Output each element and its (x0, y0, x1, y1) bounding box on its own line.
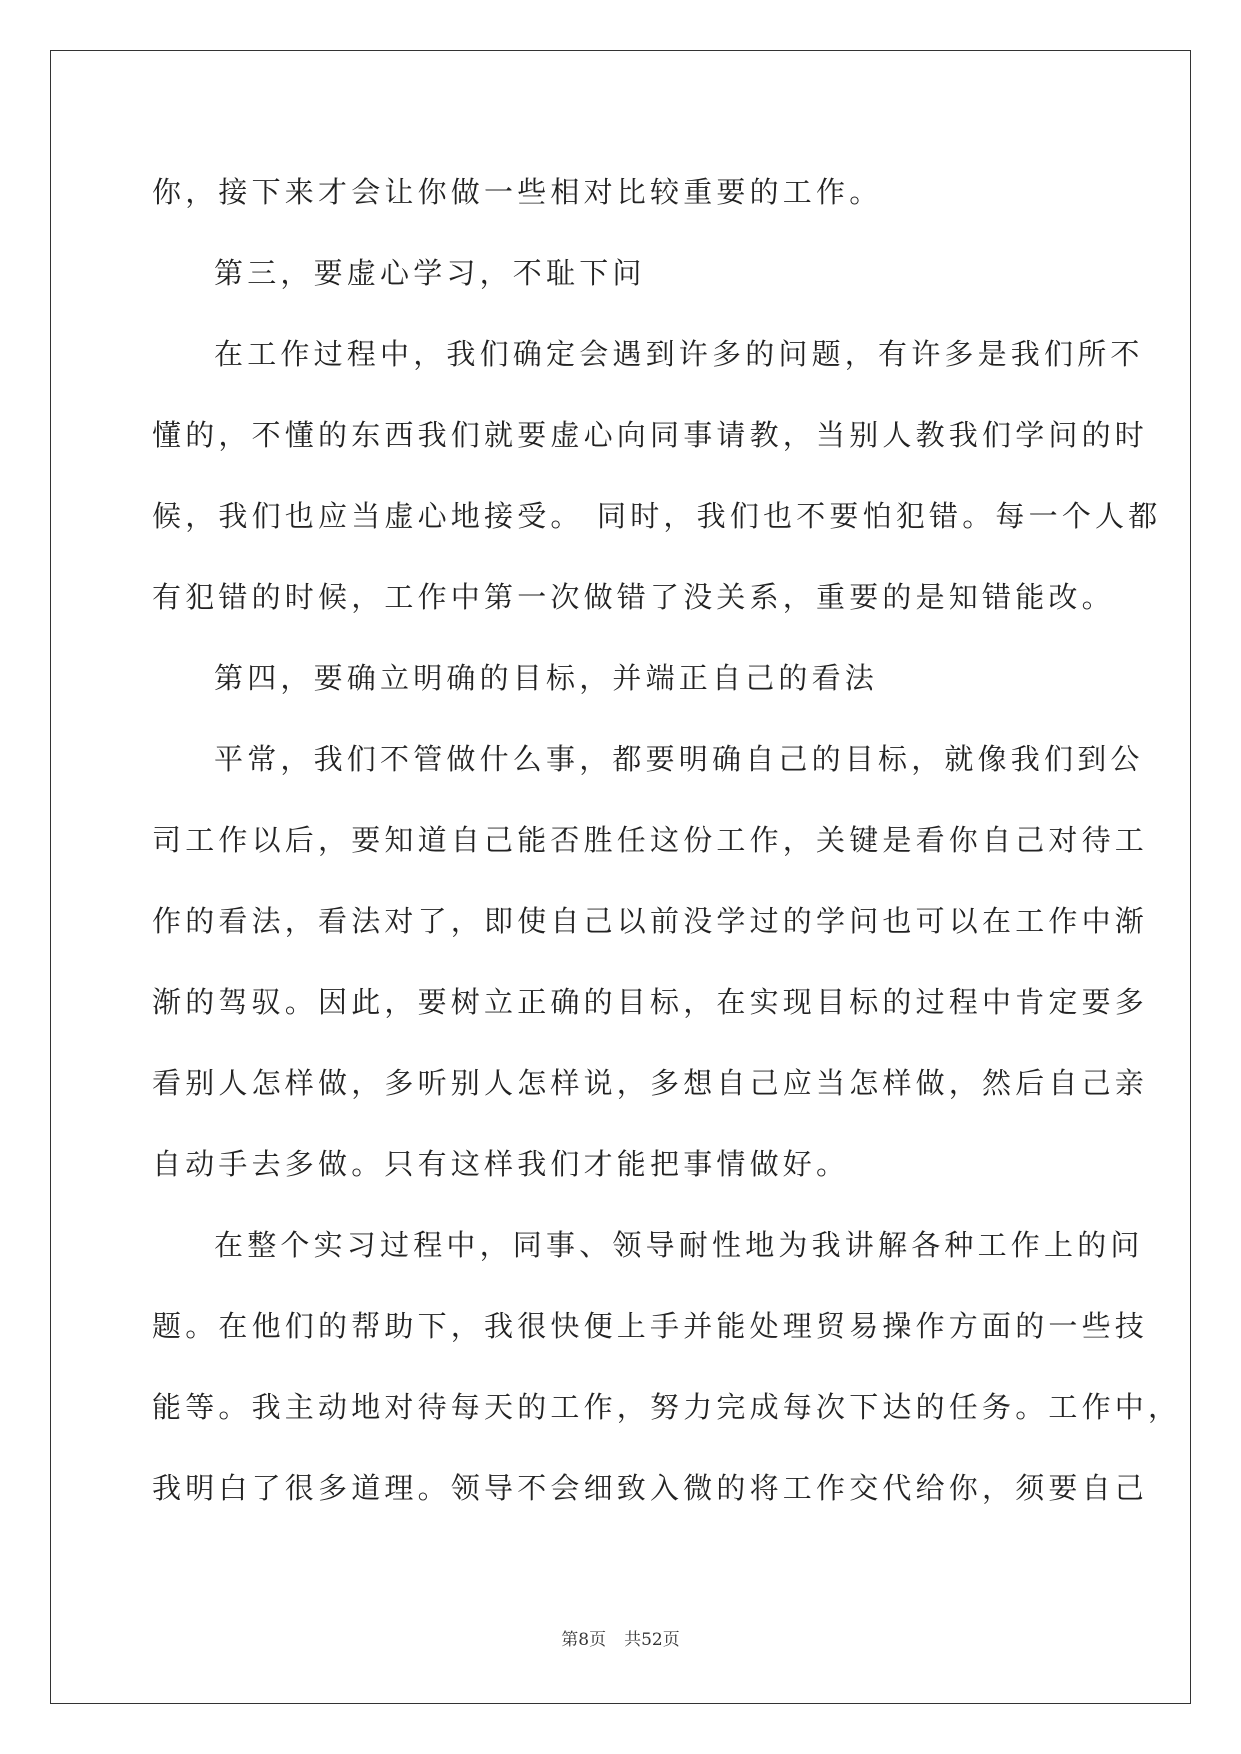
page-number-current: 第8页 (561, 1630, 607, 1650)
document-body (152, 152, 1182, 1529)
text-line: 作的看法，看法对了，即使自己以前没学过的学问也可以在工作中渐 (152, 904, 1149, 938)
paragraph-start-line: 平常，我们不管做什么事，都要明确自己的目标，就像我们到公 (214, 742, 1144, 776)
text-line: 懂的，不懂的东西我们就要虚心向同事请教，当别人教我们学问的时 (152, 418, 1149, 452)
text-line: 你，接下来才会让你做一些相对比较重要的工作。 (152, 175, 883, 209)
text-line: 渐的驾驭。因此，要树立正确的目标，在实现目标的过程中肯定要多 (152, 985, 1149, 1019)
text-line: 司工作以后，要知道自己能否胜任这份工作，关键是看你自己对待工 (152, 823, 1149, 857)
section-heading: 第三，要虚心学习，不耻下问 (214, 256, 646, 290)
page-footer (0, 1628, 1241, 1652)
text-line: 有犯错的时候，工作中第一次做错了没关系，重要的是知错能改。 (152, 580, 1115, 614)
page-number-total: 共52页 (624, 1630, 680, 1650)
text-line: 自动手去多做。只有这样我们才能把事情做好。 (152, 1147, 850, 1181)
section-heading: 第四，要确立明确的目标，并端正自己的看法 (214, 661, 879, 695)
text-line: 候，我们也应当虚心地接受。 同时，我们也不要怕犯错。每一个人都 (152, 499, 1162, 533)
text-line: 能等。我主动地对待每天的工作，努力完成每次下达的任务。工作中， (152, 1390, 1182, 1424)
text-line: 我明白了很多道理。领导不会细致入微的将工作交代给你，须要自己 (152, 1471, 1149, 1505)
text-line: 题。在他们的帮助下，我很快便上手并能处理贸易操作方面的一些技 (152, 1309, 1149, 1343)
paragraph-start-line: 在整个实习过程中，同事、领导耐性地为我讲解各种工作上的问 (214, 1228, 1144, 1262)
text-line: 看别人怎样做，多听别人怎样说，多想自己应当怎样做，然后自己亲 (152, 1066, 1149, 1100)
paragraph-start-line: 在工作过程中，我们确定会遇到许多的问题，有许多是我们所不 (214, 337, 1144, 371)
